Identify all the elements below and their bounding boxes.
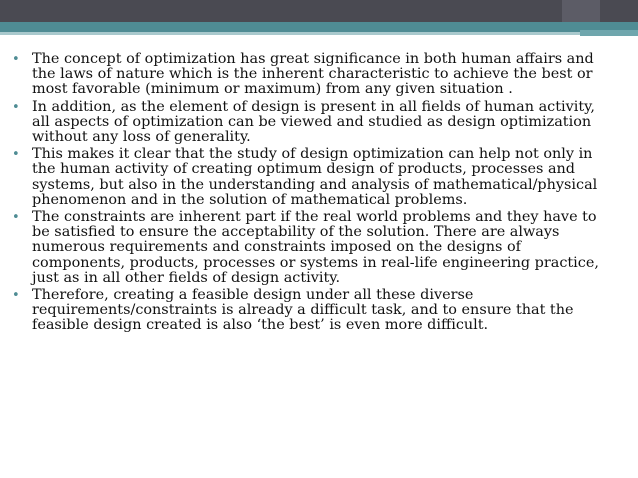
bullet-text: Therefore, creating a feasible design under all these diverse requirements/constraints is already a difficult task, and to ensure that the feasible design created is also ‘the best’ is even more difficult.	[32, 287, 574, 334]
bullet-item	[0, 210, 620, 286]
header-band-dark	[0, 0, 638, 22]
bullet-dot-icon: •	[12, 288, 20, 304]
bullet-item	[0, 147, 620, 208]
header-band-teal-light	[0, 32, 580, 35]
bullet-dot-icon: •	[12, 52, 20, 67]
bullet-item	[0, 288, 620, 334]
bullet-text: The constraints are inherent part if the real world problems and they have to be satisfied to ensure the acceptability of the solution. There are always numerous requirements and constraints imposed on the designs of components, products, processes or systems in real-life engineering practice, just as in all other fields of design activity.	[32, 209, 599, 286]
bullet-text: The concept of optimization has great significance in both human affairs and the laws of nature which is the inherent characteristic to achieve the best or most favorable (minimum or maximum) from any given situation .	[32, 51, 594, 98]
bullet-text: In addition, as the element of design is present in all fields of human activity, all aspects of optimization can be viewed and studied as design optimization without any loss of generality.	[32, 98, 595, 146]
bullet-item	[0, 100, 620, 146]
bullet-dot-icon: •	[12, 99, 20, 115]
header-band-teal	[0, 22, 638, 32]
bullet-list	[0, 52, 620, 334]
header-band-accent	[580, 30, 638, 36]
bullet-dot-icon: •	[12, 147, 20, 163]
bullet-item	[0, 52, 620, 98]
bullet-text: This makes it clear that the study of design optimization can help not only in the human activity of creating optimum design of products, processes and systems, but also in the understanding and analysis of mathematical/physical phenomenon and in the solution of mathematical problems.	[32, 146, 598, 208]
header-band-highlight	[562, 0, 600, 22]
bullet-dot-icon: •	[12, 210, 20, 226]
slide-content	[0, 52, 620, 336]
